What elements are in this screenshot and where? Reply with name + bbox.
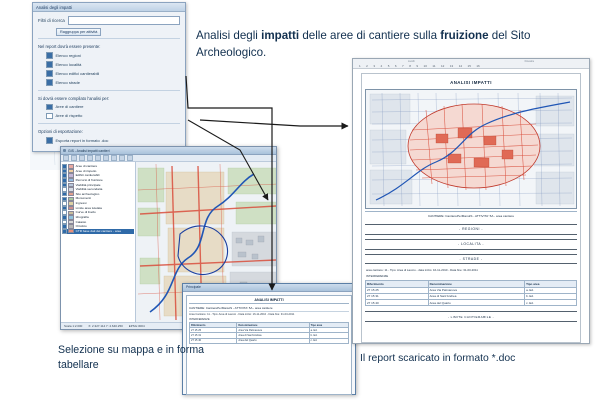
checkbox-icon[interactable] (46, 61, 53, 68)
option-label: Elenco strade (55, 79, 80, 85)
checkbox-icon[interactable] (46, 104, 53, 111)
save-icon[interactable] (71, 155, 77, 161)
layer-label: Viabilità secondaria (75, 187, 103, 192)
status-coords: X: 2.327.114 Y: 4.640.250 (88, 324, 123, 328)
identify-icon[interactable] (111, 155, 117, 161)
layer-label: Curve di livello (75, 210, 96, 215)
document-map-figure (365, 89, 577, 209)
ruler-number: 2 (366, 63, 368, 68)
gis-toolbar[interactable] (61, 155, 276, 162)
document-meta-2: INTERFERENZE (366, 274, 389, 279)
open-icon[interactable] (63, 155, 69, 161)
document-impacts-table (365, 280, 577, 306)
layer-swatch (68, 229, 74, 233)
layer-label: Aree di rispetto (75, 168, 97, 173)
cell-riferimento: 27 15 40 (190, 338, 237, 343)
option-label: Esporta report in formato .doc (55, 137, 109, 143)
ruler-number: 4 (380, 63, 383, 68)
document-title: ANALISI IMPATTI (450, 80, 492, 85)
status-crs: EPSG:3004 (128, 324, 145, 328)
option-label: Elenco località (55, 61, 82, 67)
select-icon[interactable] (119, 155, 125, 161)
report-title: ANALISI IMPATTI (189, 298, 349, 304)
report-table-window[interactable] (182, 283, 356, 395)
layer-item-selected[interactable] (62, 229, 134, 234)
ruler-number: 1 (359, 63, 361, 68)
measure-icon[interactable] (127, 155, 133, 161)
zoom-in-icon[interactable] (87, 155, 93, 161)
checkbox-icon[interactable] (62, 229, 67, 234)
caption-part-1: Analisi degli (196, 29, 262, 42)
cell-denominazione: Area del Quarto (428, 299, 524, 305)
option-elenco-localita[interactable] (46, 61, 180, 68)
option-aree-di-rispetto[interactable] (46, 113, 180, 120)
gis-titlebar[interactable] (61, 147, 276, 155)
cell-riferimento: 27 15 31 (366, 293, 429, 299)
window-icon (63, 149, 66, 152)
column-header: Tipo area (525, 281, 577, 287)
status-scale: Scala 1:2.000 (64, 324, 83, 328)
option-elenco-regioni[interactable] (46, 52, 180, 59)
zoom-out-icon[interactable] (95, 155, 101, 161)
cell-tipo-area: b. Ed. (525, 293, 577, 299)
document-map-graphic (366, 90, 577, 208)
ruler-number: 6 (394, 63, 397, 68)
divider (38, 123, 180, 124)
analysis-section-label: Si dovrà essere compilato l'analisi per: (38, 95, 110, 101)
layers-panel[interactable] (61, 162, 136, 322)
cell-denominazione: Area Via Palmanova (237, 328, 309, 333)
ruler-number: 11 (432, 63, 436, 68)
main-caption (196, 28, 552, 62)
ruler-number: 8 (409, 63, 411, 68)
checkbox-icon[interactable] (46, 52, 53, 59)
document-viewer[interactable] (352, 58, 590, 344)
caption-part-2: delle aree di cantiere sulla (299, 29, 441, 42)
ruler-tab-right: Finestra (524, 59, 534, 63)
ruler-number: 12 (441, 63, 445, 68)
ruler-number: 13 (449, 63, 454, 68)
ruler-number: 10 (423, 63, 427, 68)
cell-denominazione: Area di Sant'Andrea (237, 333, 309, 338)
pan-icon[interactable] (103, 155, 109, 161)
gis-window-title: GIS - Analisi impatti cantieri (68, 148, 110, 153)
report-meta: Area Cantiere: 11 - Tipo: Area di Lavoro - Data inizio: 16-11-2010 - Data fine: 31-03-2011 (189, 313, 295, 316)
cell-tipo-area: a. Ed. (309, 328, 348, 333)
layers-section-label: Nel report dovrà essere presente: (38, 44, 101, 49)
document-meta: area cantiere: 11 - Tipo: Area di Lavoro - data inizio: 16-11-2010 - Data fine: 31-03-2011 (366, 268, 478, 273)
layer-label: Ingressi (75, 201, 87, 206)
layer-label: Monumenti (75, 196, 91, 201)
divider (38, 38, 180, 39)
option-elenco-strade[interactable] (46, 79, 180, 86)
band-localita: - LOCALITA - (365, 239, 577, 250)
analisi-impatti-dialog[interactable] (32, 2, 186, 152)
checkbox-icon[interactable] (46, 70, 53, 77)
checkbox-icon[interactable] (46, 137, 53, 144)
cell-riferimento: 27 15 40 (366, 299, 429, 305)
cell-tipo-area: b. Ed. (309, 333, 348, 338)
table-window-titlebar[interactable] (183, 284, 355, 292)
cell-denominazione: Area del Quarto (237, 338, 309, 343)
option-aree-di-cantiere[interactable] (46, 104, 180, 111)
report-subtitle: CANTIERE: CantierePerManutS - ATTIVITA' 5A - area cantiere (189, 305, 349, 312)
filter-row[interactable] (38, 16, 180, 25)
layer-label: Percorsi di fruizione (75, 177, 103, 182)
cell-riferimento: 27 15 25 (366, 287, 429, 293)
column-header: Tipo area (309, 323, 348, 328)
option-label: Aree di rispetto (55, 113, 83, 119)
column-header: Denominazione (428, 281, 524, 287)
layer-label: CTR base dati del cantiere - aree (75, 228, 122, 233)
layer-label: Ortofoto (75, 224, 87, 229)
column-header: Denominazione (237, 323, 309, 328)
band-strade: - STRADE - (365, 254, 577, 265)
layer-label: Aree di cantiere (75, 164, 98, 168)
filter-label: Filtri di ricerca (38, 18, 65, 23)
caption-part-3: del Sito Archeologico. (196, 29, 531, 59)
cell-denominazione: Area di Sant'Andrea (428, 293, 524, 299)
cell-riferimento: 27 15 25 (190, 328, 237, 333)
ruler-number: 14 (458, 63, 463, 68)
group-by-activity-button[interactable]: Raggruppa per attività (56, 28, 101, 36)
layer-label: Idrografia (75, 215, 89, 220)
print-icon[interactable] (79, 155, 85, 161)
document-map-caption: CANTIERE: CantierePerManutS - ATTIVITA' 5A - area cantiere (365, 211, 577, 220)
document-footer-band: - LIMITE CANTIERABILE - (365, 311, 577, 322)
ruler-number: 9 (416, 63, 419, 68)
table-window-title: Principale (186, 285, 201, 290)
filter-input[interactable] (68, 16, 180, 25)
dialog-title: Analisi degli impatti (33, 3, 185, 12)
cell-tipo-area: c. Ed. (525, 299, 577, 305)
checkbox-icon[interactable] (46, 79, 53, 86)
band-regioni: - REGIONI - (365, 224, 577, 235)
layer-label: Catasto (75, 219, 87, 224)
ruler-number: 15 (467, 63, 471, 68)
document-page (361, 73, 581, 343)
checkbox-icon[interactable] (46, 113, 53, 120)
cell-denominazione: Area Via Palmanova (428, 287, 524, 293)
caption-bold-impatti: impatti (261, 29, 300, 42)
caption-bold-fruizione: fruizione (440, 29, 489, 42)
option-label: Elenco regioni (55, 52, 81, 58)
ruler-number: 16 (476, 63, 480, 68)
layer-label: Edifici cantierabili (75, 173, 100, 178)
bottom-right-caption: Il report scaricato in formato *.doc (360, 353, 516, 364)
report-meta-2: INTERFERENZE (189, 318, 210, 321)
option-label: Aree di cantiere (55, 104, 84, 110)
export-section-label: Opzioni di esportazione: (38, 129, 83, 134)
cell-riferimento: 27 15 31 (190, 333, 237, 338)
cell-tipo-area: c. Ed. (309, 338, 348, 343)
ruler-number: 7 (402, 63, 404, 68)
option-elenco-edifici[interactable] (46, 70, 180, 77)
ruler-number: 5 (387, 63, 390, 68)
divider (38, 90, 180, 91)
cell-tipo-area: a. Ed. (525, 287, 577, 293)
layer-label: Limite area tutelata (75, 205, 102, 210)
column-header: Riferimento (366, 281, 429, 287)
option-export-doc[interactable] (46, 137, 180, 144)
impacts-table (189, 322, 349, 344)
option-label: Elenco edifici cantierabili (55, 70, 100, 76)
ruler-number: 3 (373, 63, 376, 68)
layer-label: Sito archeologico (75, 191, 100, 196)
bottom-left-caption: Selezione su mappa e in forma tabellare (58, 344, 205, 372)
column-header: Riferimento (190, 323, 237, 328)
table-row (366, 299, 577, 305)
layer-label: Viabilità principale (75, 182, 101, 187)
ruler-tab-left: Livelli (408, 59, 415, 63)
